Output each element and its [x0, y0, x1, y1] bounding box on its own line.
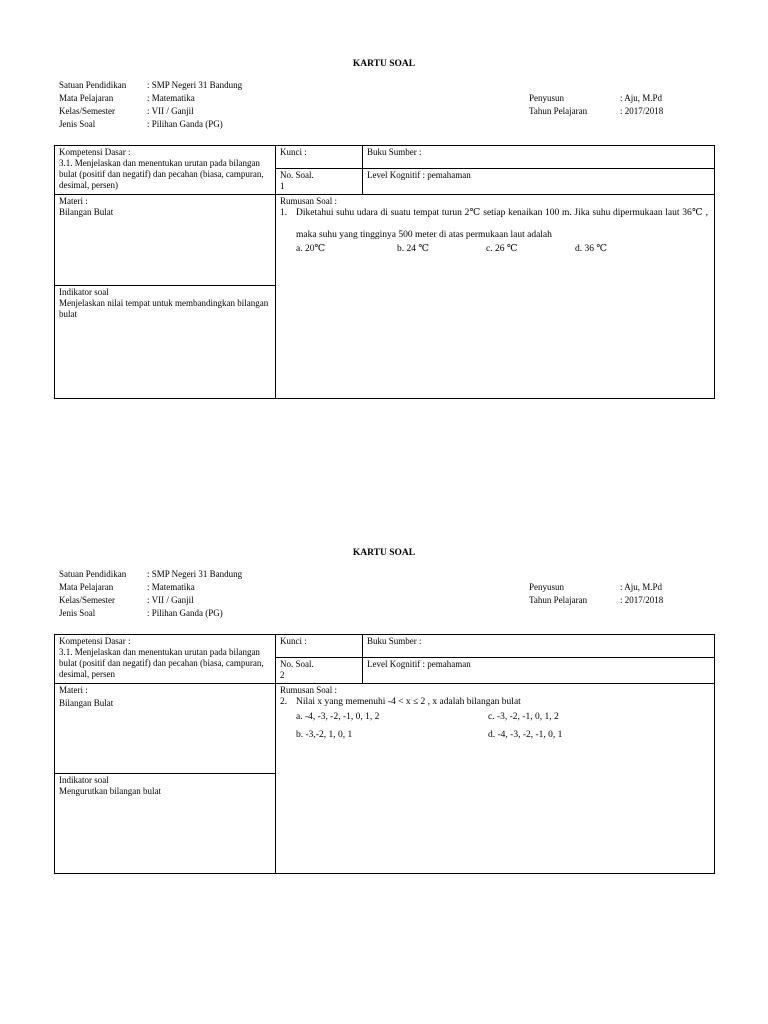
kunci-label: Kunci : [280, 147, 307, 157]
meta-row-penyusun [529, 582, 663, 595]
meta-row-mapel [59, 582, 242, 595]
kunci-cell [276, 146, 363, 169]
no-soal-value: 2 [280, 670, 285, 680]
buku-sumber-cell [363, 635, 715, 658]
rumusan-label: Rumusan Soal : [280, 196, 338, 206]
meta-label: Penyusun [529, 93, 565, 103]
indikator-text: Menjelaskan nilai tempat untuk membandingkan bilangan bulat [59, 298, 269, 319]
question [280, 202, 710, 246]
kompetensi-label: Kompetensi Dasar : [59, 147, 131, 157]
options-row [280, 244, 710, 260]
meta-value: : Aju, M.Pd [620, 582, 663, 592]
no-soal-label: No. Soal. [280, 659, 314, 669]
meta-row-satuan [59, 80, 242, 93]
options-row-1 [280, 712, 710, 730]
meta-value: : SMP Negeri 31 Bandung [147, 569, 243, 579]
level-kognitif-label: Level Kognitif : pemahaman [367, 170, 471, 180]
option-a: a. -4, -3, -2, -1, 0, 1, 2 [296, 712, 380, 722]
meta-row-penyusun [529, 93, 663, 106]
indikator-label: Indikator soal [59, 775, 109, 785]
question-number: 2. [280, 697, 288, 707]
question-text: Diketahui suhu udara di suatu tempat turun 2℃ setiap kenaikan 100 m. Jika suhu dipermukaan laut 36℃ , maka suhu yang tingginya 500 meter di atas permukaan laut adalah [296, 208, 708, 240]
no-soal-value: 1 [280, 181, 285, 191]
option-c: c. 26 ℃ [486, 244, 518, 254]
meta-label: Kelas/Semester [59, 595, 115, 605]
meta-label: Kelas/Semester [59, 106, 115, 116]
meta-label: Mata Pelajaran [59, 93, 114, 103]
meta-row-jenis [59, 608, 242, 621]
card-title: KARTU SOAL [352, 59, 416, 69]
meta-label: Satuan Pendidikan [59, 80, 127, 90]
kunci-cell [276, 635, 363, 658]
meta-right [529, 582, 663, 608]
rumusan-soal-cell [276, 684, 715, 874]
option-b: b. 24 ℃ [397, 244, 430, 254]
kompetensi-cell [55, 635, 276, 684]
materi-indikator-cell [55, 195, 276, 399]
materi-label: Materi : [59, 196, 88, 206]
meta-label: Jenis Soal [59, 119, 96, 129]
meta-value: : 2017/2018 [620, 106, 664, 116]
meta-label: Penyusun [529, 582, 565, 592]
meta-value: : Aju, M.Pd [620, 93, 663, 103]
meta-left [59, 80, 242, 132]
meta-value: : Pilihan Ganda (PG) [147, 119, 223, 129]
soal-table [54, 145, 715, 399]
meta-label: Mata Pelajaran [59, 582, 114, 592]
soal-table [54, 634, 715, 874]
level-kognitif-label: Level Kognitif : pemahaman [367, 659, 471, 669]
meta-right [529, 93, 663, 119]
rumusan-label: Rumusan Soal : [280, 685, 338, 695]
meta-label: Tahun Pelajaran [529, 106, 588, 116]
option-d: d. -4, -3, -2, -1, 0, 1 [488, 730, 563, 740]
materi-block [55, 684, 275, 773]
options-row-2 [280, 730, 710, 748]
option-c: c. -3, -2, -1, 0, 1, 2 [488, 712, 559, 722]
meta-row-jenis [59, 119, 242, 132]
meta-label: Satuan Pendidikan [59, 569, 127, 579]
meta-label: Jenis Soal [59, 608, 96, 618]
meta-value: : VII / Ganjil [147, 595, 194, 605]
buku-sumber-cell [363, 146, 715, 169]
meta-value: : Matematika [147, 582, 195, 592]
option-a: a. 20℃ [296, 244, 326, 254]
question-text: Nilai x yang memenuhi -4 < x ≤ 2 , x adalah bilangan bulat [296, 697, 521, 707]
materi-label: Materi : [59, 685, 88, 695]
level-kognitif-cell [363, 658, 715, 684]
indikator-label: Indikator soal [59, 287, 109, 297]
indikator-text: Mengurutkan bilangan bulat [59, 786, 161, 796]
meta-value: : VII / Ganjil [147, 106, 194, 116]
kompetensi-label: Kompetensi Dasar : [59, 636, 131, 646]
question [280, 696, 710, 709]
meta-row-satuan [59, 569, 242, 582]
kompetensi-text: 3.1. Menjelaskan dan menentukan urutan pada bilangan bulat (positif dan negatif) dan pecahan (biasa, campuran, desimal, persen) [59, 158, 264, 190]
meta-label: Tahun Pelajaran [529, 595, 588, 605]
meta-row-tahun [529, 595, 663, 608]
kompetensi-cell [55, 146, 276, 195]
option-b: b. -3,-2, 1, 0, 1 [296, 730, 353, 740]
meta-row-tahun [529, 106, 663, 119]
no-soal-label: No. Soal. [280, 170, 314, 180]
materi-block [55, 195, 275, 285]
meta-row-kelas [59, 106, 242, 119]
no-soal-cell [276, 658, 363, 684]
question-number: 1. [280, 208, 288, 218]
materi-indikator-cell [55, 684, 276, 874]
level-kognitif-cell [363, 169, 715, 195]
meta-value: : Matematika [147, 93, 195, 103]
meta-left [59, 569, 242, 621]
meta-value: : Pilihan Ganda (PG) [147, 608, 223, 618]
buku-sumber-label: Buku Sumber : [367, 636, 422, 646]
option-d: d. 36 ℃ [575, 244, 608, 254]
meta-row-mapel [59, 93, 242, 106]
meta-row-kelas [59, 595, 242, 608]
card-title: KARTU SOAL [352, 548, 416, 558]
kunci-label: Kunci : [280, 636, 307, 646]
indikator-block [55, 773, 275, 873]
materi-text: Bilangan Bulat [59, 207, 114, 217]
meta-value: : 2017/2018 [620, 595, 664, 605]
kompetensi-text: 3.1. Menjelaskan dan menentukan urutan pada bilangan bulat (positif dan negatif) dan pecahan (biasa, campuran, desimal, persen [59, 647, 264, 679]
buku-sumber-label: Buku Sumber : [367, 147, 422, 157]
materi-text: Bilangan Bulat [59, 698, 114, 708]
rumusan-soal-cell [276, 195, 715, 399]
indikator-block [55, 285, 275, 398]
meta-value: : SMP Negeri 31 Bandung [147, 80, 243, 90]
no-soal-cell [276, 169, 363, 195]
